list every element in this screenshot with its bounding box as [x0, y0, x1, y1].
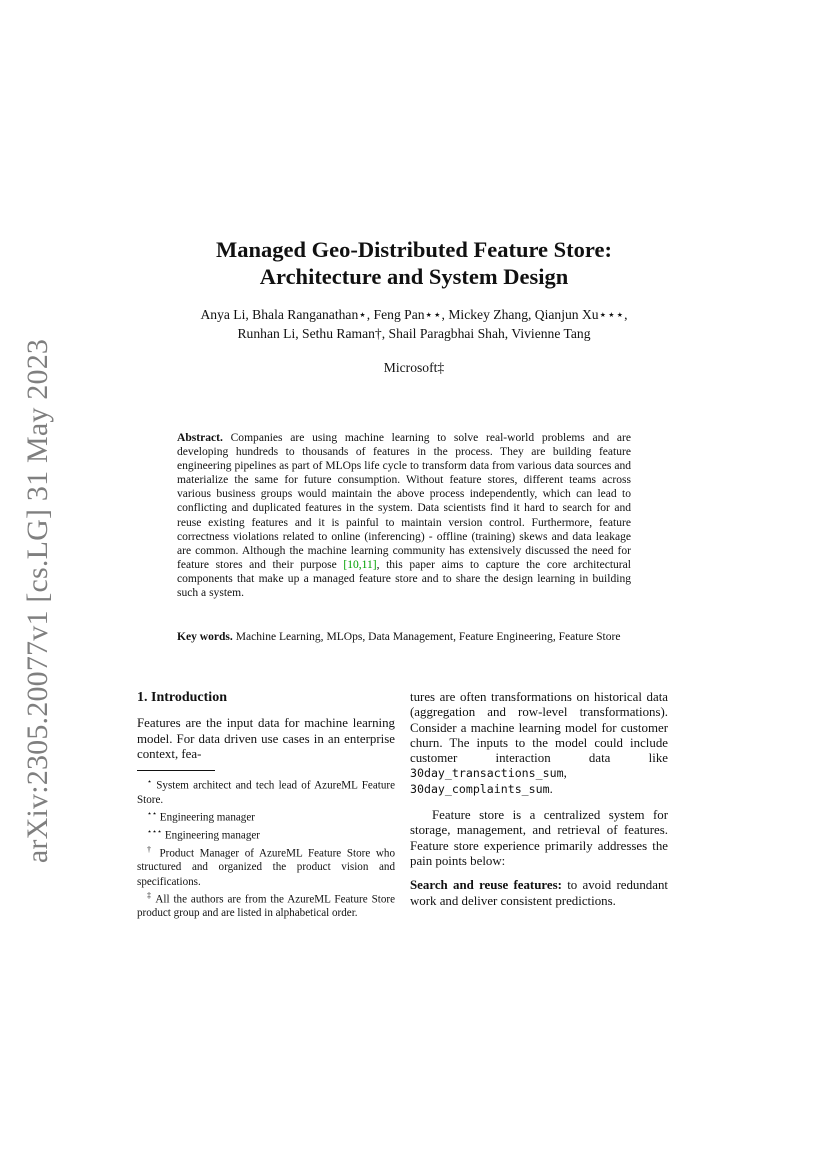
footnote-mark: ⋆⋆	[147, 809, 158, 819]
authors-line-1: Anya Li, Bhala Ranganathan⋆, Feng Pan⋆⋆, Mickey Zhang, Qianjun Xu⋆⋆⋆,	[200, 307, 628, 322]
citation-link-11[interactable]: 11]	[361, 558, 377, 571]
intro-paragraph-2: Feature store is a centralized system for storage, management, and retrieval of features. Feature store experience primarily addresses the pain points below:	[410, 808, 668, 868]
footnote-text: All the authors are from the AzureML Feature Store product group and are listed in alphabetical order.	[137, 893, 395, 920]
pain-point-text: to avoid redundant work and deliver consistent predictions.	[410, 878, 668, 908]
abstract-label: Abstract.	[177, 432, 223, 444]
footnote-mark: ⋆⋆⋆	[147, 826, 163, 836]
footnote-mark: †	[147, 844, 154, 854]
citation-link-10[interactable]: [10,	[343, 558, 362, 571]
keywords-text: Machine Learning, MLOps, Data Management, Feature Engineering, Feature Store	[235, 631, 621, 643]
abstract	[177, 431, 631, 600]
footnote-text: Engineering manager	[164, 829, 260, 842]
footnote-rule	[137, 770, 215, 771]
title-line-2: Architecture and System Design	[259, 264, 569, 289]
footnote-text: Product Manager of AzureML Feature Store who structured and organized the product vision and specifications.	[137, 847, 396, 888]
period: .	[549, 781, 553, 796]
paper-title	[140, 236, 688, 290]
footnote-5	[137, 889, 395, 921]
arxiv-side-label	[20, 338, 56, 864]
left-column	[137, 690, 395, 920]
intro-paragraph-1-continued	[410, 690, 668, 797]
code-feature-complaints: 30day_complaints_sum	[410, 781, 550, 796]
keywords	[177, 630, 631, 644]
authors-line-2: Runhan Li, Sethu Raman†, Shail Paragbhai Shah, Vivienne Tang	[237, 326, 591, 341]
footnote-mark: ‡	[147, 890, 153, 900]
separator: ,	[563, 766, 567, 781]
right-column	[410, 690, 668, 909]
intro-text: tures are often transformations on historical data (aggregation and row-level transformations). Consider a machine learning model for customer churn. The inputs to the model could include customer interaction data like	[410, 690, 668, 766]
arxiv-identifier: arXiv:2305.20077v1 [cs.LG] 31 May 2023	[21, 338, 55, 864]
section-heading-introduction: 1. Introduction	[137, 690, 227, 705]
intro-paragraph-3	[410, 878, 668, 909]
footnote-2	[137, 807, 395, 825]
intro-paragraph-1: Features are the input data for machine learning model. For data driven use cases in an enterprise context, fea-	[137, 716, 395, 761]
title-line-1: Managed Geo-Distributed Feature Store:	[216, 237, 612, 262]
affiliation: Microsoft‡	[383, 360, 445, 375]
pain-point-heading: Search and reuse features:	[410, 878, 562, 893]
footnote-mark: ⋆	[147, 777, 153, 787]
code-feature-transactions: 30day_transactions_sum	[410, 766, 564, 781]
footnote-text: System architect and tech lead of AzureML Feature Store.	[137, 779, 395, 806]
footnote-4	[137, 843, 395, 889]
footnote-3	[137, 825, 395, 843]
abstract-text: Companies are using machine learning to solve real-world problems and are developing hundreds to thousands of features in the process. They are building feature engineering pipelines as part of MLOps life cycle to transform data from various data sources and materialize the same for future consumption. Without feature stores, different teams across various business groups would maintain the above process independently, which can lead to conflicting and duplicated features in the system. Data scientists find it hard to search for and reuse existing features and it is painful to maintain version control. Furthermore, feature correctness violations related to online (inferencing) - offline (training) skews and data leakage are common. Although the machine learning community has extensively discussed the need for feature stores and their purpose	[177, 432, 631, 571]
abstract-text-end: , this paper aims to capture the core architectural components that make up a managed feature store and to share the design learning in building such a system.	[177, 558, 631, 600]
footnote-text: Engineering manager	[159, 811, 255, 824]
author-list	[130, 305, 698, 343]
footnote-1	[137, 775, 395, 807]
keywords-label: Key words.	[177, 631, 233, 643]
